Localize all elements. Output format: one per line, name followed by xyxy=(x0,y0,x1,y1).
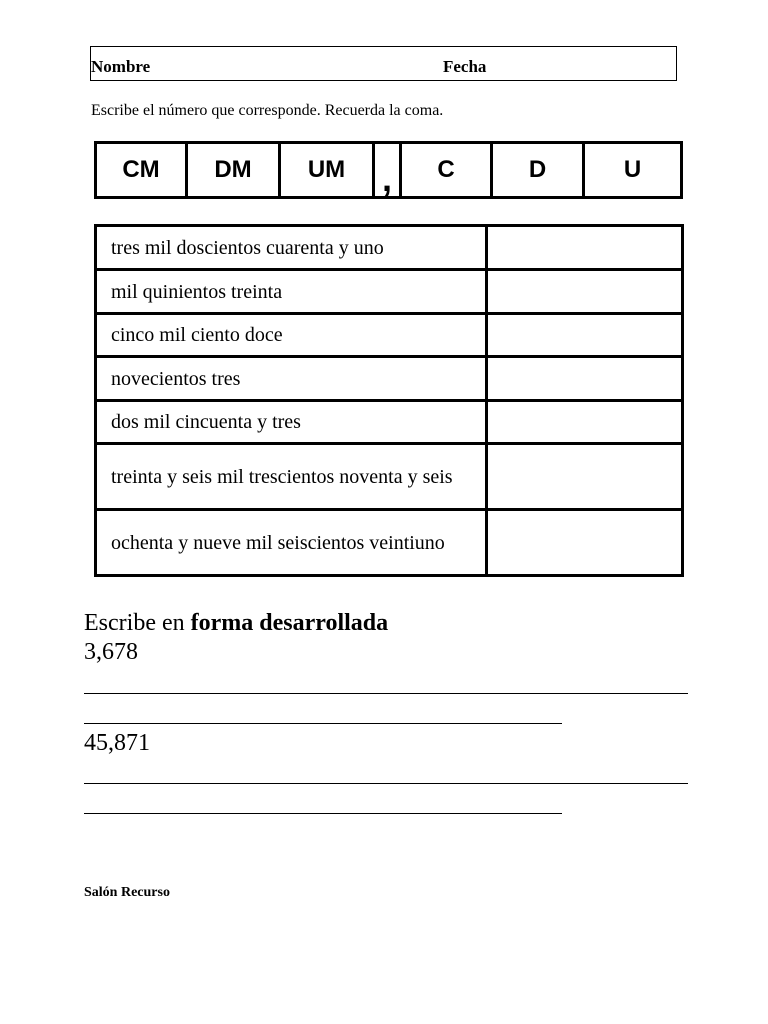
number-word-cell: novecientos tres xyxy=(96,357,487,401)
number-word-cell: mil quinientos treinta xyxy=(96,270,487,314)
expanded-number-1: 3,678 xyxy=(84,639,138,665)
place-header-d: D xyxy=(492,143,584,198)
place-value-table xyxy=(94,141,683,199)
place-header-c: C xyxy=(401,143,492,198)
table-row xyxy=(96,510,683,576)
name-label: Nombre xyxy=(91,57,151,76)
answer-line[interactable] xyxy=(84,693,688,694)
table-row xyxy=(96,401,683,444)
number-word-cell: ochenta y nueve mil seiscientos veintiuno xyxy=(96,510,487,576)
table-row xyxy=(96,314,683,357)
expanded-form-title xyxy=(84,608,388,638)
place-header-comma: , xyxy=(374,143,401,198)
table-row xyxy=(96,270,683,314)
number-word-cell: tres mil doscientos cuarenta y uno xyxy=(96,226,487,270)
answer-line[interactable] xyxy=(84,783,688,784)
answer-cell[interactable] xyxy=(487,510,683,576)
expanded-title-bold: forma desarrollada xyxy=(190,610,389,636)
place-header-cm: CM xyxy=(96,143,187,198)
table-row xyxy=(96,357,683,401)
place-header-um: UM xyxy=(280,143,374,198)
table-row xyxy=(96,226,683,270)
number-word-cell: dos mil cincuenta y tres xyxy=(96,401,487,444)
answer-cell[interactable] xyxy=(487,401,683,444)
expanded-title-prefix: Escribe en xyxy=(84,610,185,636)
number-word-cell: treinta y seis mil trescientos noventa y seis xyxy=(96,444,487,510)
table-row xyxy=(96,444,683,510)
expanded-number-2: 45,871 xyxy=(84,730,150,756)
answer-line[interactable] xyxy=(84,723,562,724)
number-word-cell: cinco mil ciento doce xyxy=(96,314,487,357)
answer-cell[interactable] xyxy=(487,314,683,357)
answer-cell[interactable] xyxy=(487,357,683,401)
instruction-text: Escribe el número que corresponde. Recuerda la coma. xyxy=(91,102,444,119)
answer-cell[interactable] xyxy=(487,226,683,270)
answer-line[interactable] xyxy=(84,813,562,814)
place-header-u: U xyxy=(584,143,682,198)
number-words-table xyxy=(94,224,684,577)
answer-cell[interactable] xyxy=(487,270,683,314)
footer-label: Salón Recurso xyxy=(84,885,170,900)
name-date-box xyxy=(90,46,677,81)
answer-cell[interactable] xyxy=(487,444,683,510)
place-header-dm: DM xyxy=(187,143,280,198)
date-label: Fecha xyxy=(443,57,487,76)
